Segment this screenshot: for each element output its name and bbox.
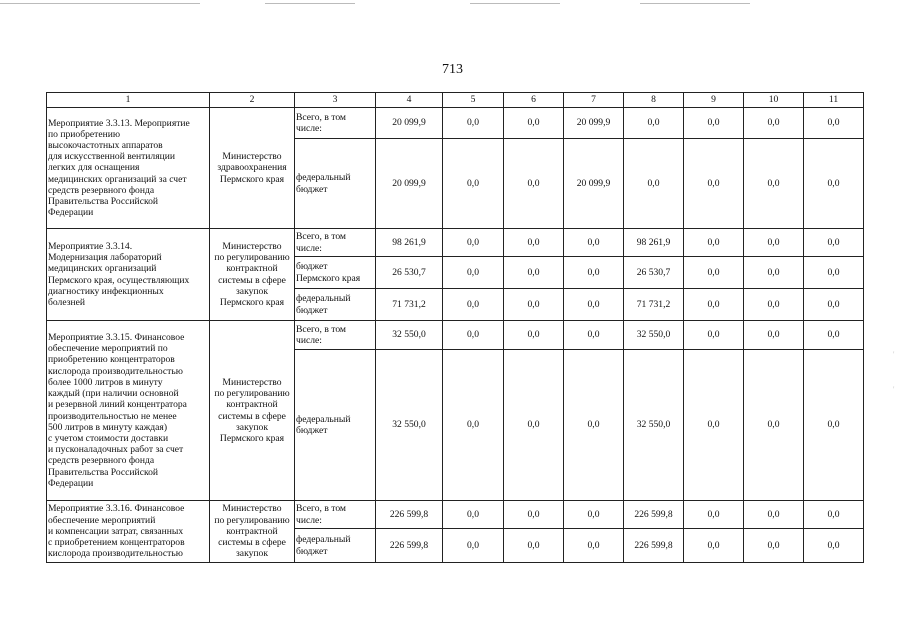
event-cell: Мероприятие 3.3.14. Модернизация лабораторий медицинских организаций Пермского края, осуществляющих диагностику инфекционных болезней	[47, 229, 210, 321]
value-cell: 0,0	[804, 108, 864, 139]
value-cell: 0,0	[443, 529, 504, 563]
value-cell: 32 550,0	[624, 321, 684, 350]
value-cell: 0,0	[684, 257, 744, 289]
value-cell: 0,0	[564, 321, 624, 350]
value-cell: 20 099,9	[376, 108, 443, 139]
value-cell: 0,0	[684, 108, 744, 139]
column-header: 7	[564, 93, 624, 108]
value-cell: 0,0	[684, 501, 744, 529]
source-cell: федеральный бюджет	[295, 529, 376, 563]
column-header: 9	[684, 93, 744, 108]
column-header: 11	[804, 93, 864, 108]
value-cell: 0,0	[804, 501, 864, 529]
value-cell: 0,0	[744, 257, 804, 289]
value-cell: 0,0	[443, 321, 504, 350]
column-header: 4	[376, 93, 443, 108]
source-cell: бюджет Пермского края	[295, 257, 376, 289]
value-cell: 0,0	[443, 229, 504, 257]
column-header: 5	[443, 93, 504, 108]
value-cell: 0,0	[684, 350, 744, 501]
responsible-cell: Министерство по регулированию контрактной системы в сфере закупок Пермского края	[210, 321, 295, 501]
value-cell: 0,0	[804, 289, 864, 321]
page-number: 713	[442, 62, 463, 77]
value-cell: 0,0	[624, 139, 684, 229]
source-cell: Всего, в том числе:	[295, 108, 376, 139]
column-header: 8	[624, 93, 684, 108]
source-cell: федеральный бюджет	[295, 139, 376, 229]
scan-artifact-line	[640, 3, 750, 4]
value-cell: 20 099,9	[564, 108, 624, 139]
value-cell: 0,0	[684, 229, 744, 257]
value-cell: 0,0	[744, 501, 804, 529]
table-row	[47, 321, 864, 350]
value-cell: 0,0	[564, 229, 624, 257]
budget-table	[46, 92, 864, 563]
value-cell: 0,0	[684, 321, 744, 350]
scan-artifact-mark: '	[893, 350, 895, 359]
scan-artifact-line	[0, 3, 200, 4]
value-cell: 226 599,8	[624, 529, 684, 563]
column-header: 10	[744, 93, 804, 108]
table-row	[47, 501, 864, 529]
value-cell: 0,0	[744, 139, 804, 229]
value-cell: 0,0	[443, 108, 504, 139]
source-cell: Всего, в том числе:	[295, 229, 376, 257]
responsible-cell: Министерство по регулированию контрактной системы в сфере закупок	[210, 501, 295, 563]
column-header: 6	[504, 93, 564, 108]
value-cell: 0,0	[684, 529, 744, 563]
value-cell: 32 550,0	[624, 350, 684, 501]
scan-artifact-line	[470, 3, 560, 4]
value-cell: 226 599,8	[376, 529, 443, 563]
value-cell: 0,0	[564, 501, 624, 529]
source-cell: федеральный бюджет	[295, 289, 376, 321]
value-cell: 98 261,9	[376, 229, 443, 257]
value-cell: 0,0	[684, 289, 744, 321]
value-cell: 0,0	[804, 229, 864, 257]
value-cell: 71 731,2	[624, 289, 684, 321]
value-cell: 0,0	[443, 350, 504, 501]
value-cell: 0,0	[504, 321, 564, 350]
value-cell: 0,0	[744, 289, 804, 321]
column-header: 1	[47, 93, 210, 108]
value-cell: 0,0	[684, 139, 744, 229]
value-cell: 98 261,9	[624, 229, 684, 257]
value-cell: 0,0	[504, 257, 564, 289]
value-cell: 0,0	[744, 108, 804, 139]
value-cell: 0,0	[804, 257, 864, 289]
value-cell: 0,0	[744, 229, 804, 257]
value-cell: 0,0	[624, 108, 684, 139]
event-cell: Мероприятие 3.3.15. Финансовое обеспечение мероприятий по приобретению концентраторов кислорода производительностью более 1000 литров в минуту каждый (при наличии основной и резервной линий концентратора производительностью не менее 500 литров в минуту каждая) с учетом стоимости доставки и пусконаладочных работ за счет средств резервного фонда Правительства Российской Федерации	[47, 321, 210, 501]
event-cell: Мероприятие 3.3.16. Финансовое обеспечение мероприятий и компенсации затрат, связанных с приобретением концентраторов кислорода производительностью	[47, 501, 210, 563]
value-cell: 0,0	[744, 321, 804, 350]
value-cell: 71 731,2	[376, 289, 443, 321]
responsible-cell: Министерство здравоохранения Пермского края	[210, 108, 295, 229]
value-cell: 0,0	[744, 350, 804, 501]
value-cell: 0,0	[504, 108, 564, 139]
table-row	[47, 229, 864, 257]
scan-artifact-line	[265, 3, 355, 4]
header-row	[47, 93, 864, 108]
value-cell: 20 099,9	[564, 139, 624, 229]
responsible-cell: Министерство по регулированию контрактной системы в сфере закупок Пермского края	[210, 229, 295, 321]
value-cell: 20 099,9	[376, 139, 443, 229]
column-header: 2	[210, 93, 295, 108]
value-cell: 0,0	[443, 289, 504, 321]
event-cell: Мероприятие 3.3.13. Мероприятие по приобретению высокочастотных аппаратов для искусственной вентиляции легких для оснащения медицинских организаций за счет средств резервного фонда Правительства Российской Федерации	[47, 108, 210, 229]
value-cell: 0,0	[504, 229, 564, 257]
value-cell: 0,0	[443, 139, 504, 229]
value-cell: 26 530,7	[624, 257, 684, 289]
column-header: 3	[295, 93, 376, 108]
value-cell: 0,0	[744, 529, 804, 563]
value-cell: 0,0	[504, 139, 564, 229]
value-cell: 0,0	[443, 501, 504, 529]
value-cell: 0,0	[504, 529, 564, 563]
value-cell: 226 599,8	[624, 501, 684, 529]
source-cell: федеральный бюджет	[295, 350, 376, 501]
value-cell: 0,0	[443, 257, 504, 289]
value-cell: 0,0	[504, 350, 564, 501]
source-cell: Всего, в том числе:	[295, 321, 376, 350]
value-cell: 0,0	[804, 529, 864, 563]
value-cell: 0,0	[804, 350, 864, 501]
value-cell: 0,0	[564, 529, 624, 563]
value-cell: 0,0	[564, 289, 624, 321]
table-row	[47, 108, 864, 139]
value-cell: 0,0	[804, 139, 864, 229]
value-cell: 32 550,0	[376, 350, 443, 501]
value-cell: 0,0	[804, 321, 864, 350]
source-cell: Всего, в том числе:	[295, 501, 376, 529]
scan-artifact-mark: '	[893, 385, 895, 394]
value-cell: 0,0	[564, 350, 624, 501]
value-cell: 26 530,7	[376, 257, 443, 289]
value-cell: 0,0	[504, 501, 564, 529]
value-cell: 226 599,8	[376, 501, 443, 529]
value-cell: 32 550,0	[376, 321, 443, 350]
value-cell: 0,0	[564, 257, 624, 289]
value-cell: 0,0	[504, 289, 564, 321]
